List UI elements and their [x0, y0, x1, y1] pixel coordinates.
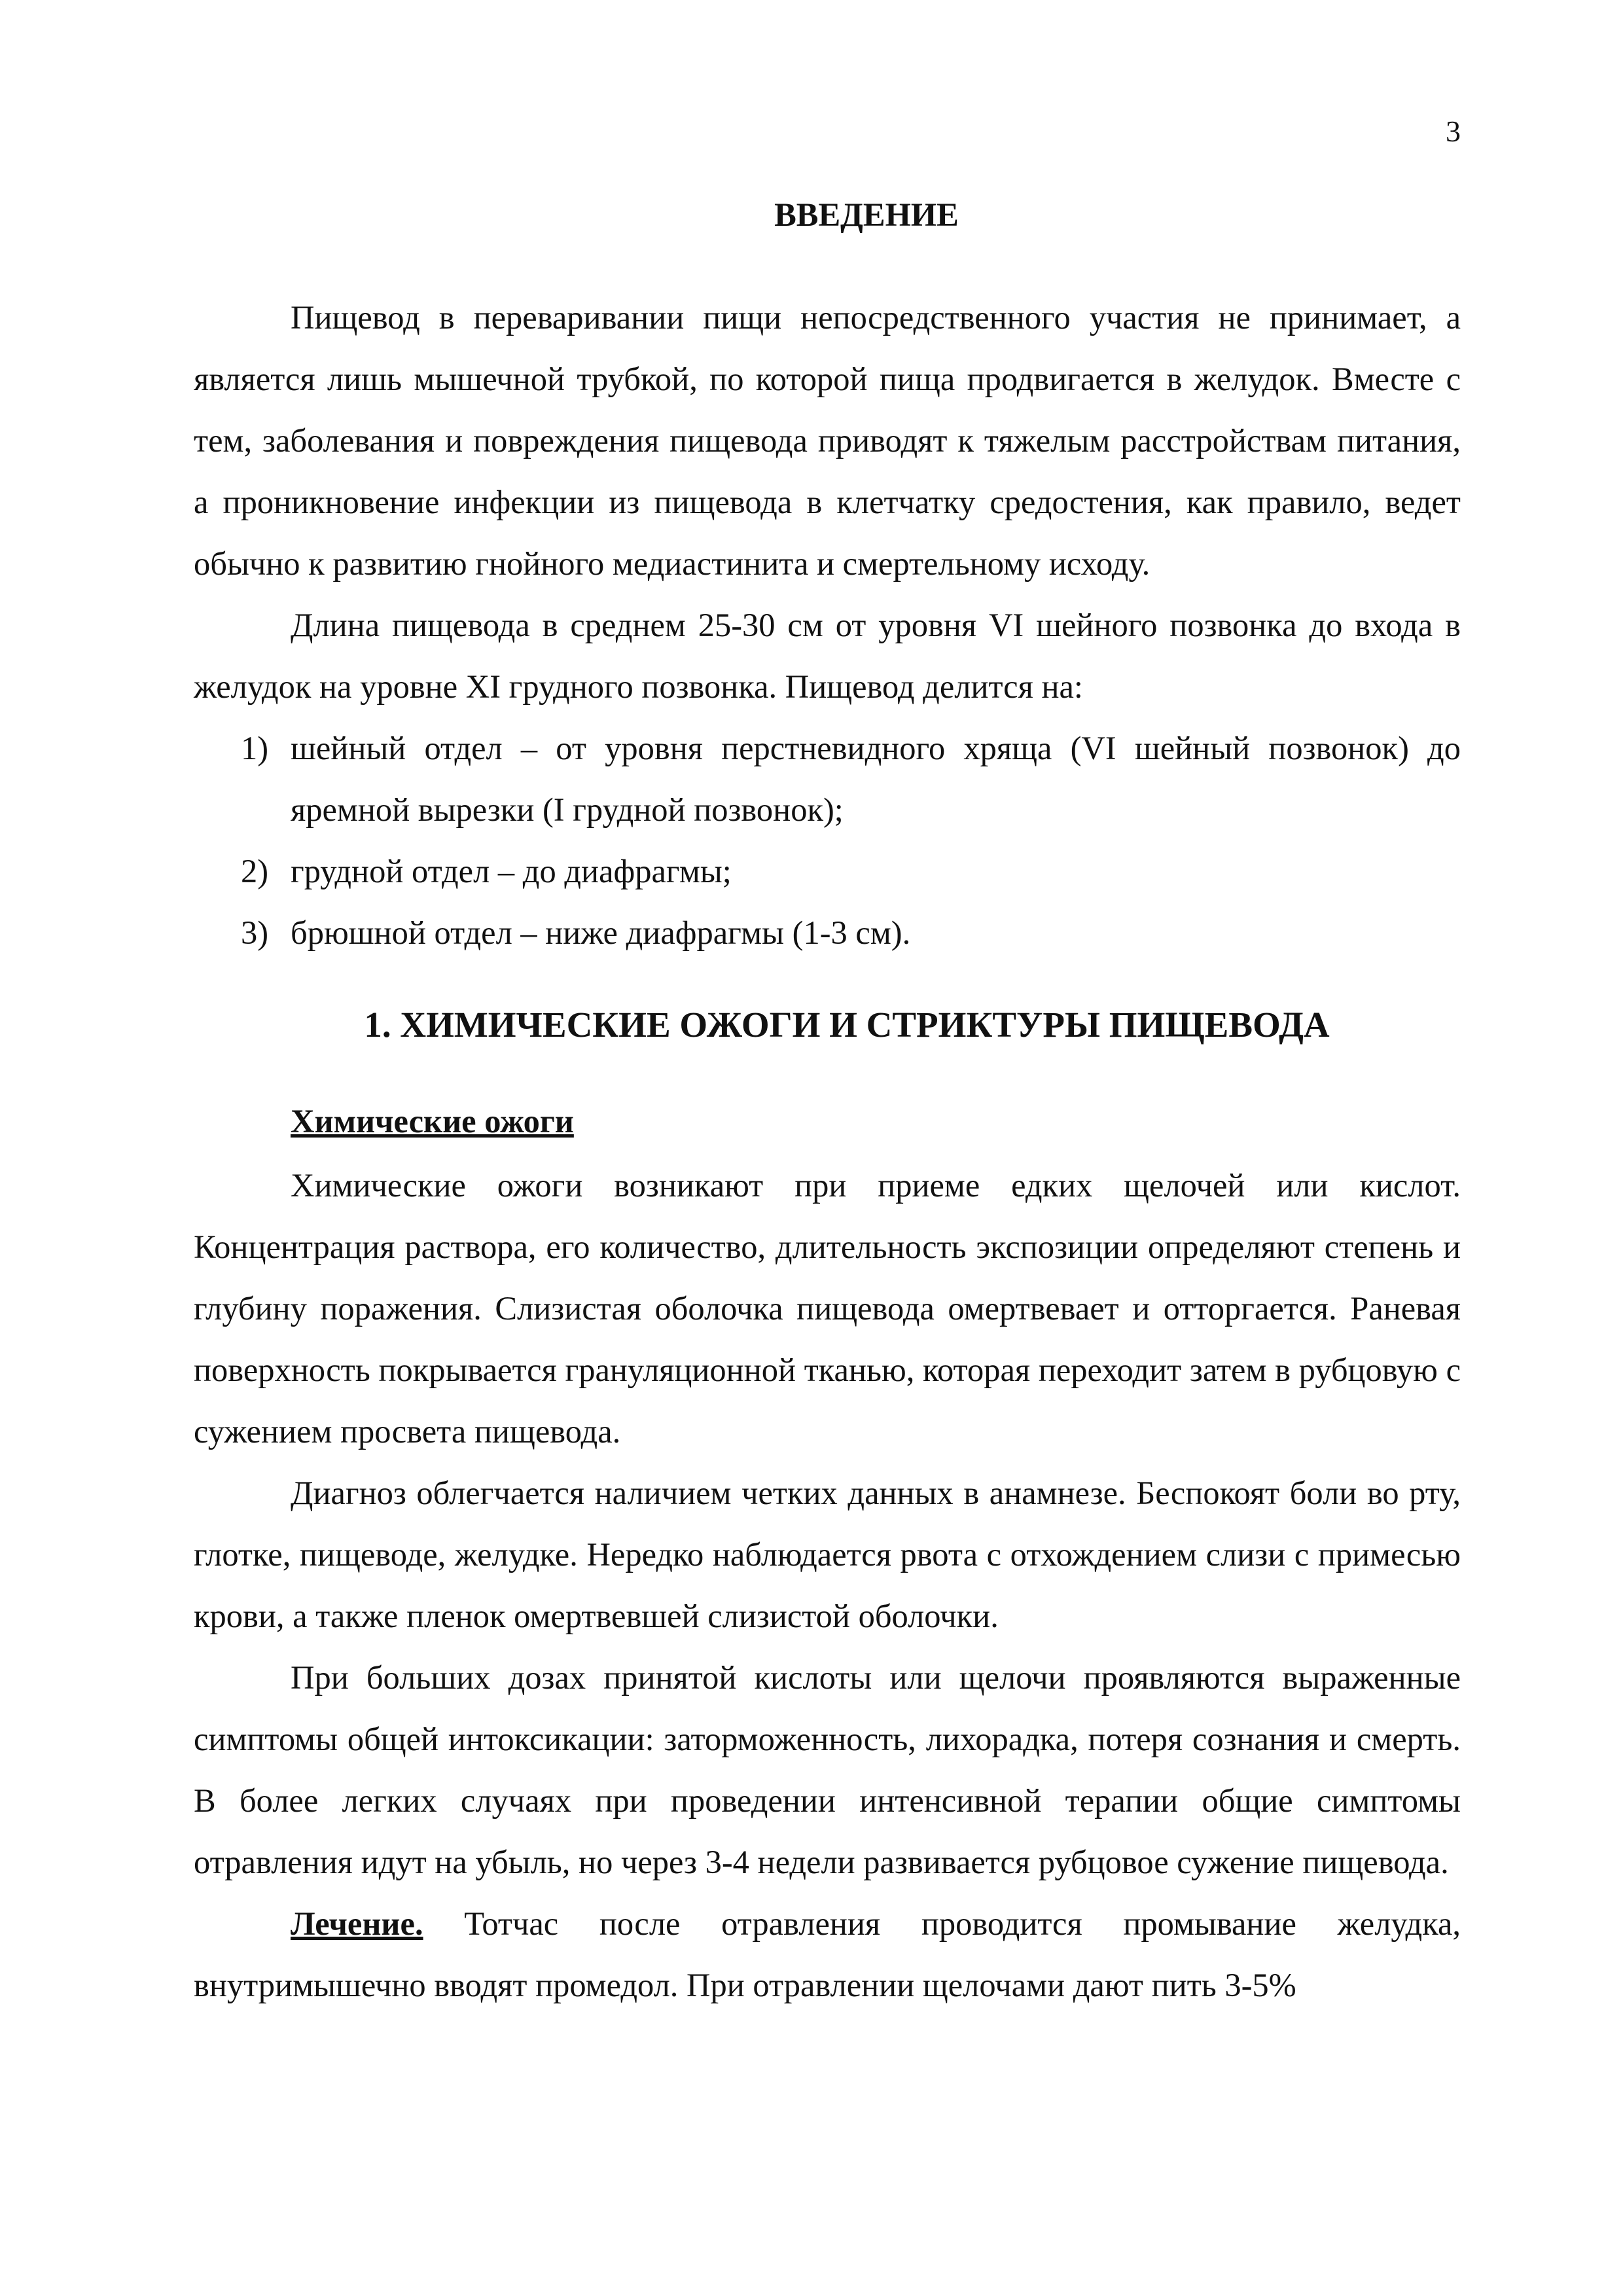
treatment-paragraph	[194, 1893, 1461, 2016]
chapter-paragraph-3: При больших дозах принятой кислоты или щелочи проявляются выраженные симптомы общей интоксикации: заторможенность, лихорадка, потеря сознания и смерть. В более легких случаях при проведении интенсивной терапии общие симптомы отравления идут на убыль, но через 3-4 недели развивается рубцовое сужение пищевода.	[194, 1659, 1461, 1880]
intro-paragraph-1: Пищевод в переваривании пищи непосредственного участия не принимает, а является лишь мышечной трубкой, по которой пища продвигается в желудок. Вместе с тем, заболевания и повреждения пищевода приводят к тяжелым расстройствам питания, а проникновение инфекции из пищевода в клетчатку средостения, как правило, ведет обычно к развитию гнойного медиастинита и смертельному исходу.	[194, 299, 1461, 582]
list-item-number: 2)	[241, 853, 269, 889]
list-item-text: шейный отдел – от уровня перстневидного хряща (VI шейный позвонок) до яремной вырезки (I грудной позвонок);	[291, 730, 1461, 828]
section-title-introduction: ВВЕДЕНИЕ	[774, 196, 959, 233]
chapter-paragraph-1: Химические ожоги возникают при приеме едких щелочей или кислот. Концентрация раствора, его количество, длительность экспозиции определяют степень и глубину поражения. Слизистая оболочка пищевода омертвевает и отторгается. Раневая поверхность покрывается грануляционной тканью, которая переходит затем в рубцовую с сужением просвета пищевода.	[194, 1167, 1461, 1450]
chapter-paragraph-2: Диагноз облегчается наличием четких данных в анамнезе. Беспокоят боли во рту, глотке, пищеводе, желудке. Нередко наблюдается рвота с отхождением слизи с примесью крови, а также пленок омертвевшей слизистой оболочки.	[194, 1475, 1461, 1634]
list-item-number: 1)	[241, 730, 269, 766]
list-item-number: 3)	[241, 914, 269, 951]
treatment-label: Лечение.	[291, 1905, 423, 1942]
page-number: 3	[1446, 115, 1461, 148]
list-item	[194, 717, 1461, 840]
chapter-heading: 1. ХИМИЧЕСКИЕ ОЖОГИ И СТРИКТУРЫ ПИЩЕВОДА	[364, 1005, 1330, 1045]
intro-paragraph-2: Длина пищевода в среднем 25-30 см от уровня VI шейного позвонка до входа в желудок на уровне XI грудного позвонка. Пищевод делится на:	[194, 607, 1461, 705]
list-item-text: грудной отдел – до диафрагмы;	[291, 853, 732, 889]
list-item	[194, 902, 1461, 963]
page-content	[194, 188, 1461, 2016]
subheading-chemical-burns: Химические ожоги	[291, 1103, 574, 1139]
list-item-text: брюшной отдел – ниже диафрагмы (1-3 см).	[291, 914, 911, 951]
list-item	[194, 840, 1461, 902]
treatment-text: Тотчас после отравления проводится промывание желудка, внутримышечно вводят промедол. При отравлении щелочами дают пить 3-5%	[194, 1905, 1461, 2003]
esophagus-divisions-list	[194, 717, 1461, 963]
